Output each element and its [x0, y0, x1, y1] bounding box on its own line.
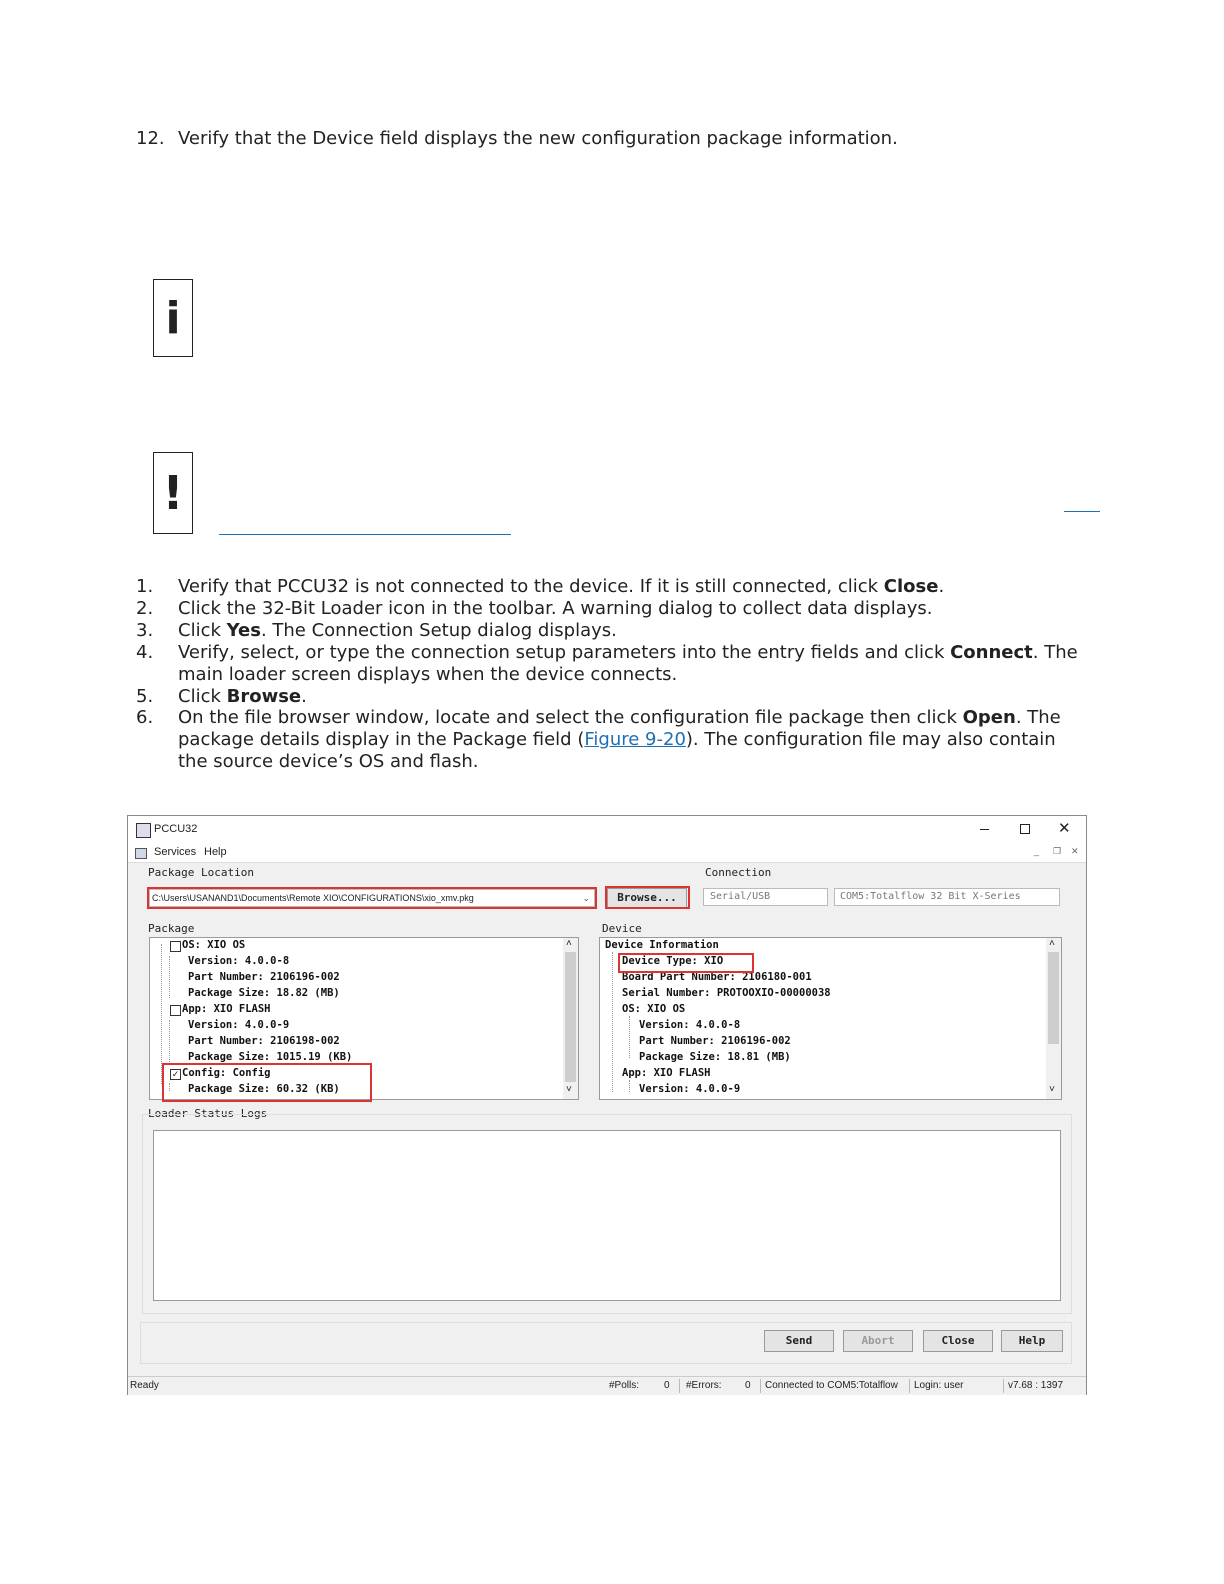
step-number: 3.: [136, 620, 154, 641]
tree-item: Part Number: 2106196-002: [639, 1035, 791, 1047]
chevron-down-icon[interactable]: ⌄: [582, 893, 590, 903]
connection-label: Connection: [705, 866, 772, 879]
errors-label: #Errors:: [686, 1380, 722, 1391]
connection-type-field: Serial/USB: [703, 888, 828, 906]
step-text: Verify, select, or type the connection setup parameters into the entry fields and click Connect. The main loader screen displays when the device connects.: [178, 642, 1078, 685]
polls-label: #Polls:: [609, 1380, 640, 1391]
figure-link[interactable]: Figure 9-20: [584, 729, 686, 750]
warning-link-underline: [219, 534, 511, 535]
tree-item: Part Number: 2106198-002: [188, 1035, 340, 1047]
warning-icon: !: [153, 452, 193, 534]
polls-count: 0: [664, 1380, 670, 1391]
app-icon: [136, 823, 151, 838]
status-bar: [128, 1376, 1086, 1395]
close-icon[interactable]: ✕: [1058, 820, 1071, 837]
loader-status-log[interactable]: [153, 1130, 1061, 1301]
errors-count: 0: [745, 1380, 751, 1391]
abort-button[interactable]: Abort: [843, 1330, 913, 1352]
tree-connector: [169, 956, 171, 998]
step-number: 5.: [136, 686, 154, 707]
step-text: Click Browse.: [178, 686, 307, 707]
tree-item: Version: 4.0.0-8: [639, 1019, 741, 1031]
step-text: On the file browser window, locate and select the configuration file package then click Open. The package details display in the Package field (Figure 9-20). The configuration file may also contain the source device’s OS and flash.: [178, 707, 1061, 772]
device-scrollbar[interactable]: [1046, 938, 1061, 1099]
minimize-icon[interactable]: [980, 829, 989, 830]
tree-item: Board Part Number: 2106180-001: [622, 971, 812, 983]
tree-item: Part Number: 2106196-002: [188, 971, 340, 983]
step-12-number: 12.: [136, 128, 165, 149]
tree-item[interactable]: OS: XIO OS: [622, 1003, 686, 1015]
browse-button[interactable]: Browse...: [607, 888, 687, 908]
tree-item: Serial Number: PROTOOXIO-00000038: [622, 987, 831, 999]
tree-item: Version: 4.0.0-9: [639, 1083, 741, 1095]
tree-item: Device Type: XIO: [622, 955, 724, 967]
tree-item: Package Size: 60.32 (KB): [188, 1083, 340, 1095]
info-icon: i: [153, 279, 193, 357]
title-bar: [128, 816, 1086, 844]
mdi-restore-icon[interactable]: ❐: [1053, 846, 1062, 856]
package-scrollbar[interactable]: [563, 938, 578, 1099]
maximize-icon[interactable]: [1020, 824, 1030, 834]
tree-item[interactable]: Config: Config: [182, 1067, 271, 1079]
scroll-thumb[interactable]: [1048, 952, 1059, 1044]
chevron-up-icon[interactable]: ˄: [566, 938, 572, 949]
mdi-close-icon[interactable]: ✕: [1071, 846, 1079, 856]
highlight-config: [162, 1063, 372, 1102]
step-12-text: Verify that the Device field displays the new configuration package information.: [178, 128, 898, 149]
chevron-down-icon[interactable]: ˅: [1049, 1084, 1055, 1095]
status-ready: Ready: [130, 1380, 159, 1391]
connection-status: Connected to COM5:Totalflow: [765, 1380, 898, 1391]
scroll-thumb[interactable]: [565, 952, 576, 1082]
step-number: 4.: [136, 642, 154, 663]
chevron-up-icon[interactable]: ˄: [1049, 938, 1055, 949]
tree-connector: [612, 952, 614, 1092]
version-status: v7.68 : 1397: [1008, 1380, 1064, 1391]
checkbox-os[interactable]: [170, 941, 181, 952]
tree-item: Package Size: 1015.19 (KB): [188, 1051, 353, 1063]
checkbox-config-checked[interactable]: ✓: [171, 1069, 180, 1079]
step-number: 2.: [136, 598, 154, 619]
menu-help[interactable]: Help: [204, 846, 227, 858]
checkbox-app[interactable]: [170, 1005, 181, 1016]
login-status: Login: user: [914, 1380, 964, 1391]
package-location-label: Package Location: [148, 866, 254, 879]
step-number: 1.: [136, 576, 154, 597]
step-text: Click Yes. The Connection Setup dialog displays.: [178, 620, 617, 641]
send-button[interactable]: Send: [764, 1330, 834, 1352]
step-number: 6.: [136, 707, 154, 728]
step-text: Click the 32-Bit Loader icon in the toolbar. A warning dialog to collect data displays.: [178, 598, 933, 619]
tree-item[interactable]: OS: XIO OS: [182, 939, 246, 951]
tree-item: Version: 4.0.0-8: [188, 955, 290, 967]
tree-item: Package Size: 18.82 (MB): [188, 987, 340, 999]
highlight-device-type: [618, 953, 754, 973]
logs-label: Loader Status Logs: [148, 1107, 268, 1120]
highlight-browse-button: [605, 886, 690, 909]
menu-bar: [128, 844, 1086, 863]
tree-item[interactable]: App: XIO FLASH: [182, 1003, 271, 1015]
package-label: Package: [148, 922, 195, 935]
help-button[interactable]: Help: [1001, 1330, 1063, 1352]
window-title: PCCU32: [154, 823, 198, 835]
tree-connector: [629, 1080, 631, 1092]
device-label: Device: [602, 922, 642, 935]
chevron-down-icon[interactable]: ˅: [566, 1084, 572, 1095]
mdi-icon: [135, 848, 147, 859]
tree-item: Version: 4.0.0-9: [188, 1019, 290, 1031]
highlight-package-path: [147, 887, 597, 909]
connection-port-field: COM5:Totalflow 32 Bit X-Series: [834, 888, 1060, 906]
close-button[interactable]: Close: [923, 1330, 993, 1352]
mdi-minimize-icon[interactable]: _: [1034, 846, 1040, 856]
tree-item: Package Size: 18.81 (MB): [639, 1051, 791, 1063]
tree-connector: [629, 1016, 631, 1058]
menu-services[interactable]: Services: [154, 846, 197, 858]
warning-link-underline-right: [1064, 511, 1100, 512]
package-path-dropdown[interactable]: C:\Users\USANAND1\Documents\Remote XIO\CONFIGURATIONS\xio_xmv.pkg ⌄: [149, 889, 595, 907]
step-text: Verify that PCCU32 is not connected to the device. If it is still connected, click Close.: [178, 576, 945, 597]
tree-connector: [169, 1020, 171, 1062]
tree-item[interactable]: App: XIO FLASH: [622, 1067, 711, 1079]
tree-item[interactable]: Device Information: [605, 939, 719, 951]
pccu32-window: [127, 815, 1087, 1395]
